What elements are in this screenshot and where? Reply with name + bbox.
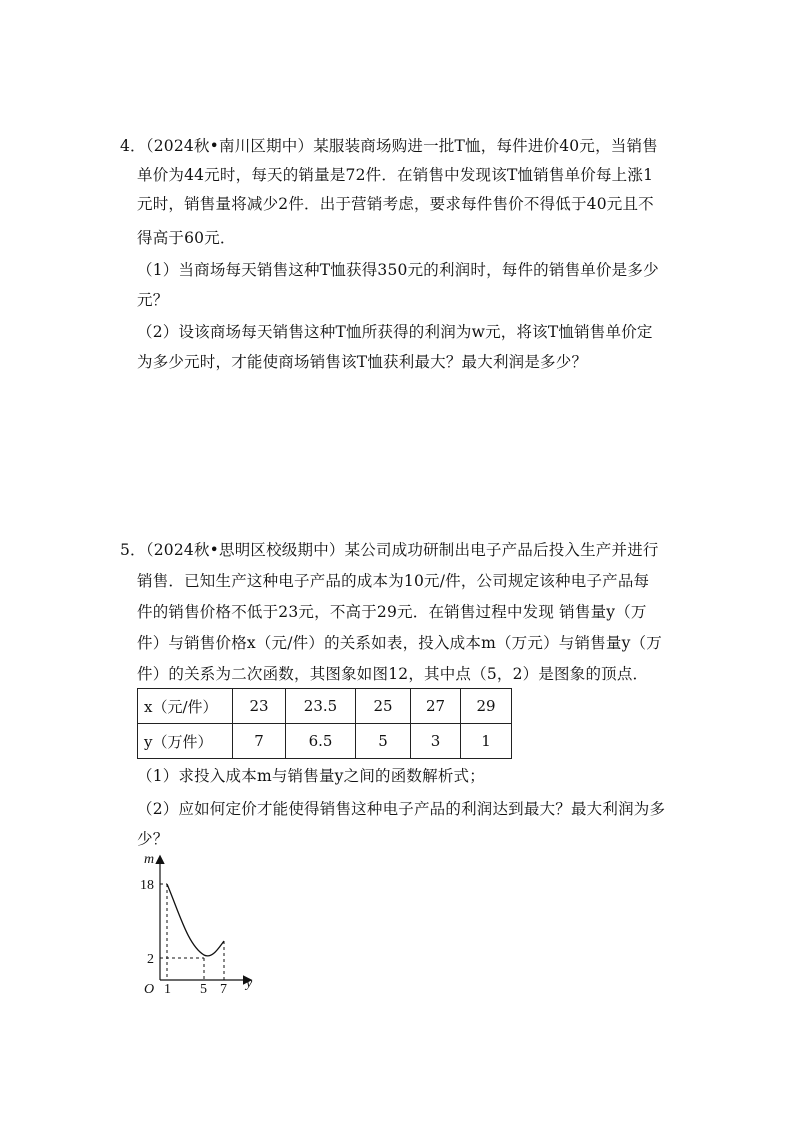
tick-label-5: 5 <box>200 982 207 995</box>
table-row <box>138 689 512 724</box>
parabola-figure <box>120 845 270 995</box>
table-cell: 23 <box>233 689 286 724</box>
q4-sub2-line-2: 为多少元时，才能使商场销售该T恤获利最大？最大利润是多少？ <box>137 353 588 371</box>
q5-line-4: 件）与销售价格x（元/件）的关系如表，投入成本m（万元）与销售量y（万 <box>137 634 662 652</box>
table-header-y: y（万件） <box>138 724 233 759</box>
q5-line-5: 件）的关系为二次函数，其图象如图12，其中点（5，2）是图象的顶点． <box>137 665 649 683</box>
table-header-x: x（元/件） <box>138 689 233 724</box>
table-cell: 3 <box>411 724 461 759</box>
table-cell: 7 <box>233 724 286 759</box>
table-cell: 1 <box>461 724 512 759</box>
q4-line-1: 4．（2024秋•南川区期中）某服装商场购进一批T恤，每件进价40元，当销售 <box>120 137 658 155</box>
m-axis-label: m <box>144 852 155 867</box>
tick-label-2: 2 <box>147 952 154 967</box>
q5-line-3: 件的销售价格不低于23元，不高于29元．在销售过程中发现 销售量y（万 <box>137 603 647 621</box>
table-row <box>138 724 512 759</box>
q4-sub1-line-2: 元？ <box>137 291 169 309</box>
q4-sub2-line-1: （2）设该商场每天销售这种T恤所获得的利润为w元，将该T恤销售单价定 <box>137 323 653 341</box>
origin-label: O <box>144 982 155 995</box>
q5-sub2-line-2: 少？ <box>137 830 169 848</box>
q4-line-3: 元时，销售量将减少2件．出于营销考虑，要求每件售价不得低于40元且不 <box>137 195 654 213</box>
price-volume-table <box>137 688 512 759</box>
q5-sub2-line-1: （2）应如何定价才能使得销售这种电子产品的利润达到最大？最大利润为多 <box>137 800 666 818</box>
table-cell: 25 <box>356 689 411 724</box>
q5-sub1: （1）求投入成本m与销售量y之间的函数解析式； <box>137 767 485 785</box>
q5-line-2: 销售．已知生产这种电子产品的成本为10元/件，公司规定该种电子产品每 <box>137 572 650 590</box>
tick-label-18: 18 <box>140 878 154 893</box>
q5-line-1: 5．（2024秋•思明区校级期中）某公司成功研制出电子产品后投入生产并进行 <box>120 541 659 559</box>
table-cell: 23.5 <box>286 689 356 724</box>
table-cell: 5 <box>356 724 411 759</box>
q4-sub1-line-1: （1）当商场每天销售这种T恤获得350元的利润时，每件的销售单价是多少 <box>137 261 659 279</box>
tick-label-1: 1 <box>164 982 171 995</box>
q4-line-2: 单价为44元时，每天的销量是72件．在销售中发现该T恤销售单价每上涨1 <box>137 166 654 184</box>
parabola-curve <box>167 884 224 956</box>
table-cell: 27 <box>411 689 461 724</box>
tick-label-7: 7 <box>220 982 227 995</box>
table-cell: 29 <box>461 689 512 724</box>
y-axis-label: y <box>246 976 253 991</box>
table-cell: 6.5 <box>286 724 356 759</box>
q4-line-4: 得高于60元． <box>137 229 236 247</box>
